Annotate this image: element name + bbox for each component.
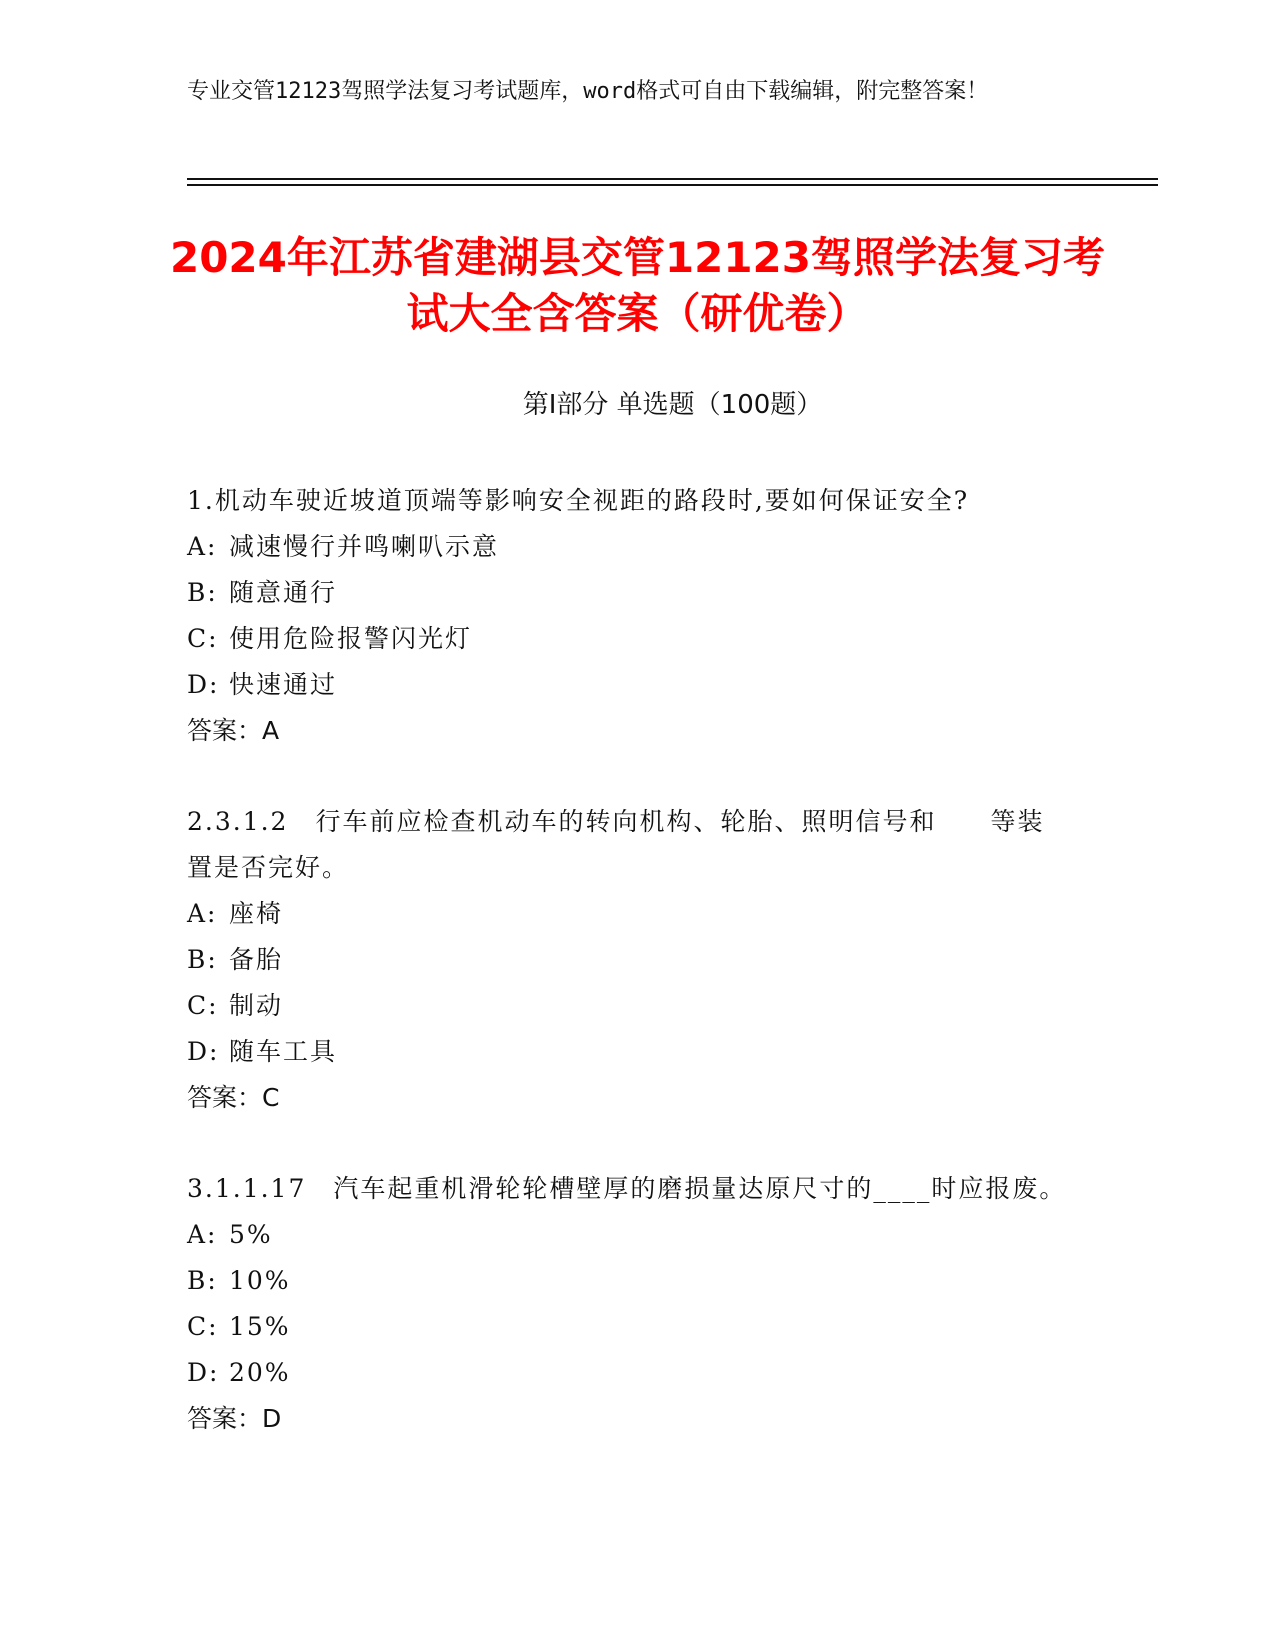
option-text: 15% bbox=[229, 1312, 291, 1341]
option-letter: A: bbox=[187, 1220, 218, 1249]
question-3 bbox=[187, 1166, 1067, 1442]
option-letter: D: bbox=[187, 670, 220, 699]
option-d bbox=[187, 662, 1067, 708]
question-stem: 2.3.1.2 行车前应检查机动车的转向机构、轮胎、照明信号和 等装置是否完好。 bbox=[187, 807, 1045, 882]
question-stem: 1.机动车驶近坡道顶端等影响安全视距的路段时,要如何保证安全? bbox=[187, 486, 970, 515]
document-title: 2024年江苏省建湖县交管12123驾照学法复习考试大全含答案（研优卷） bbox=[169, 233, 1105, 338]
option-text: 使用危险报警闪光灯 bbox=[229, 624, 473, 653]
option-text: 快速通过 bbox=[229, 670, 338, 699]
option-text: 备胎 bbox=[229, 945, 284, 974]
option-c bbox=[187, 616, 1067, 662]
section-title: 第Ⅰ部分 单选题（100题） bbox=[522, 390, 823, 420]
option-b bbox=[187, 937, 1067, 983]
option-d bbox=[187, 1029, 1067, 1075]
option-letter: B: bbox=[187, 945, 218, 974]
header-note: 专业交管12123驾照学法复习考试题库，word格式可自由下载编辑，附完整答案！ bbox=[187, 79, 989, 104]
option-b bbox=[187, 570, 1067, 616]
option-a bbox=[187, 524, 1067, 570]
option-a bbox=[187, 1212, 1067, 1258]
answer-line: 答案：D bbox=[187, 1404, 282, 1433]
answer-line: 答案：C bbox=[187, 1083, 280, 1112]
option-letter: C: bbox=[187, 624, 219, 653]
option-text: 10% bbox=[229, 1266, 291, 1295]
option-letter: A: bbox=[187, 532, 218, 561]
answer-line: 答案：A bbox=[187, 716, 280, 745]
option-text: 5% bbox=[229, 1220, 273, 1249]
option-letter: D: bbox=[187, 1358, 220, 1387]
option-text: 制动 bbox=[229, 991, 284, 1020]
option-letter: D: bbox=[187, 1037, 220, 1066]
option-letter: B: bbox=[187, 1266, 218, 1295]
option-letter: A: bbox=[187, 899, 218, 928]
option-text: 随车工具 bbox=[229, 1037, 338, 1066]
option-d bbox=[187, 1350, 1067, 1396]
question-1 bbox=[187, 478, 1067, 754]
header-divider-bottom bbox=[187, 184, 1158, 186]
option-letter: B: bbox=[187, 578, 218, 607]
header-divider-top bbox=[187, 178, 1158, 180]
question-list bbox=[187, 478, 1067, 1487]
question-2 bbox=[187, 799, 1067, 1121]
option-b bbox=[187, 1258, 1067, 1304]
option-text: 20% bbox=[229, 1358, 291, 1387]
option-c bbox=[187, 1304, 1067, 1350]
option-text: 座椅 bbox=[229, 899, 284, 928]
option-text: 随意通行 bbox=[229, 578, 338, 607]
question-stem: 3.1.1.17 汽车起重机滑轮轮槽壁厚的磨损量达原尺寸的____时应报废。 bbox=[187, 1174, 1067, 1203]
option-c bbox=[187, 983, 1067, 1029]
option-letter: C: bbox=[187, 991, 219, 1020]
option-letter: C: bbox=[187, 1312, 219, 1341]
option-a bbox=[187, 891, 1067, 937]
option-text: 减速慢行并鸣喇叭示意 bbox=[229, 532, 500, 561]
